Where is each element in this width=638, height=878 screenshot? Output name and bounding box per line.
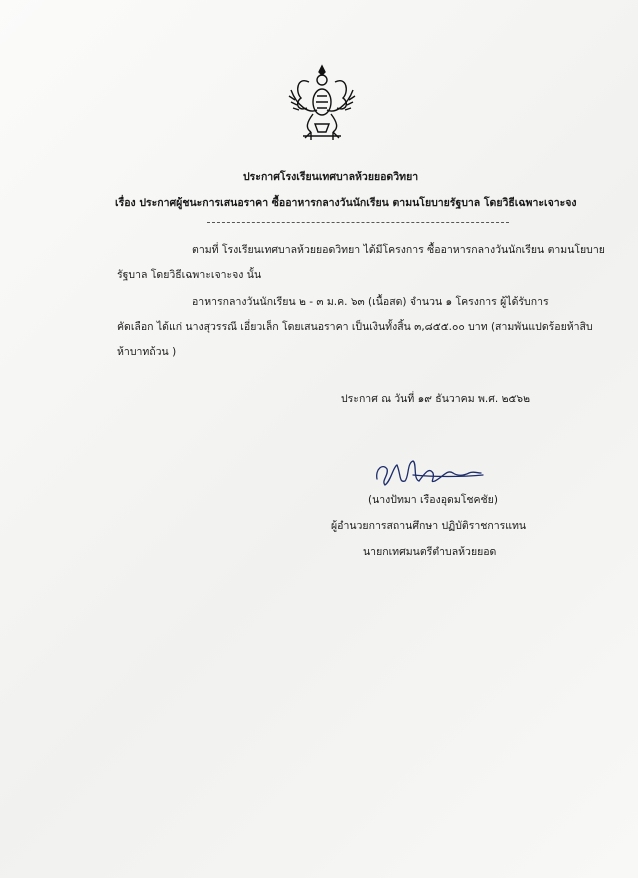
paragraph-2-line-3: ห้าบาทถ้วน ) <box>117 346 177 358</box>
signer-position-line-2: นายกเทศมนตรีตำบลห้วยยอด <box>363 546 497 558</box>
announcement-date: ประกาศ ณ วันที่ ๑๙ ธันวาคม พ.ศ. ๒๕๖๒ <box>341 393 531 405</box>
paragraph-1-line-2: รัฐบาล โดยวิธีเฉพาะเจาะจง นั้น <box>117 269 262 281</box>
paragraph-2-line-2: คัดเลือก ได้แก่ นางสุวรรณี เอี่ยวเล็ก โดยเสนอราคา เป็นเงินทั้งสิ้น ๓,๘๕๕.๐๐ บาท (สามพันแปดร้อยห้าสิบ <box>117 321 593 333</box>
handwritten-signature <box>373 455 485 489</box>
signer-position-line-1: ผู้อำนวยการสถานศึกษา ปฏิบัติราชการแทน <box>331 520 527 532</box>
signer-name: (นางปัทมา เรืองอุดมโชคชัย) <box>368 494 498 506</box>
document-subject: เรื่อง ประกาศผู้ชนะการเสนอราคา ซื้ออาหารกลางวันนักเรียน ตามนโยบายรัฐบาล โดยวิธีเฉพาะเจาะจง <box>115 197 577 209</box>
garuda-emblem-icon <box>287 62 357 144</box>
paragraph-2-line-1: อาหารกลางวันนักเรียน ๒ - ๓ ม.ค. ๖๓ (เนื้อสด) จำนวน ๑ โครงการ ผู้ได้รับการ <box>192 296 549 308</box>
document-title: ประกาศโรงเรียนเทศบาลห้วยยอดวิทยา <box>243 171 419 183</box>
separator-line <box>207 222 509 223</box>
paragraph-1-line-1: ตามที่ โรงเรียนเทศบาลห้วยยอดวิทยา ได้มีโครงการ ซื้ออาหารกลางวันนักเรียน ตามนโยบาย <box>192 244 605 256</box>
